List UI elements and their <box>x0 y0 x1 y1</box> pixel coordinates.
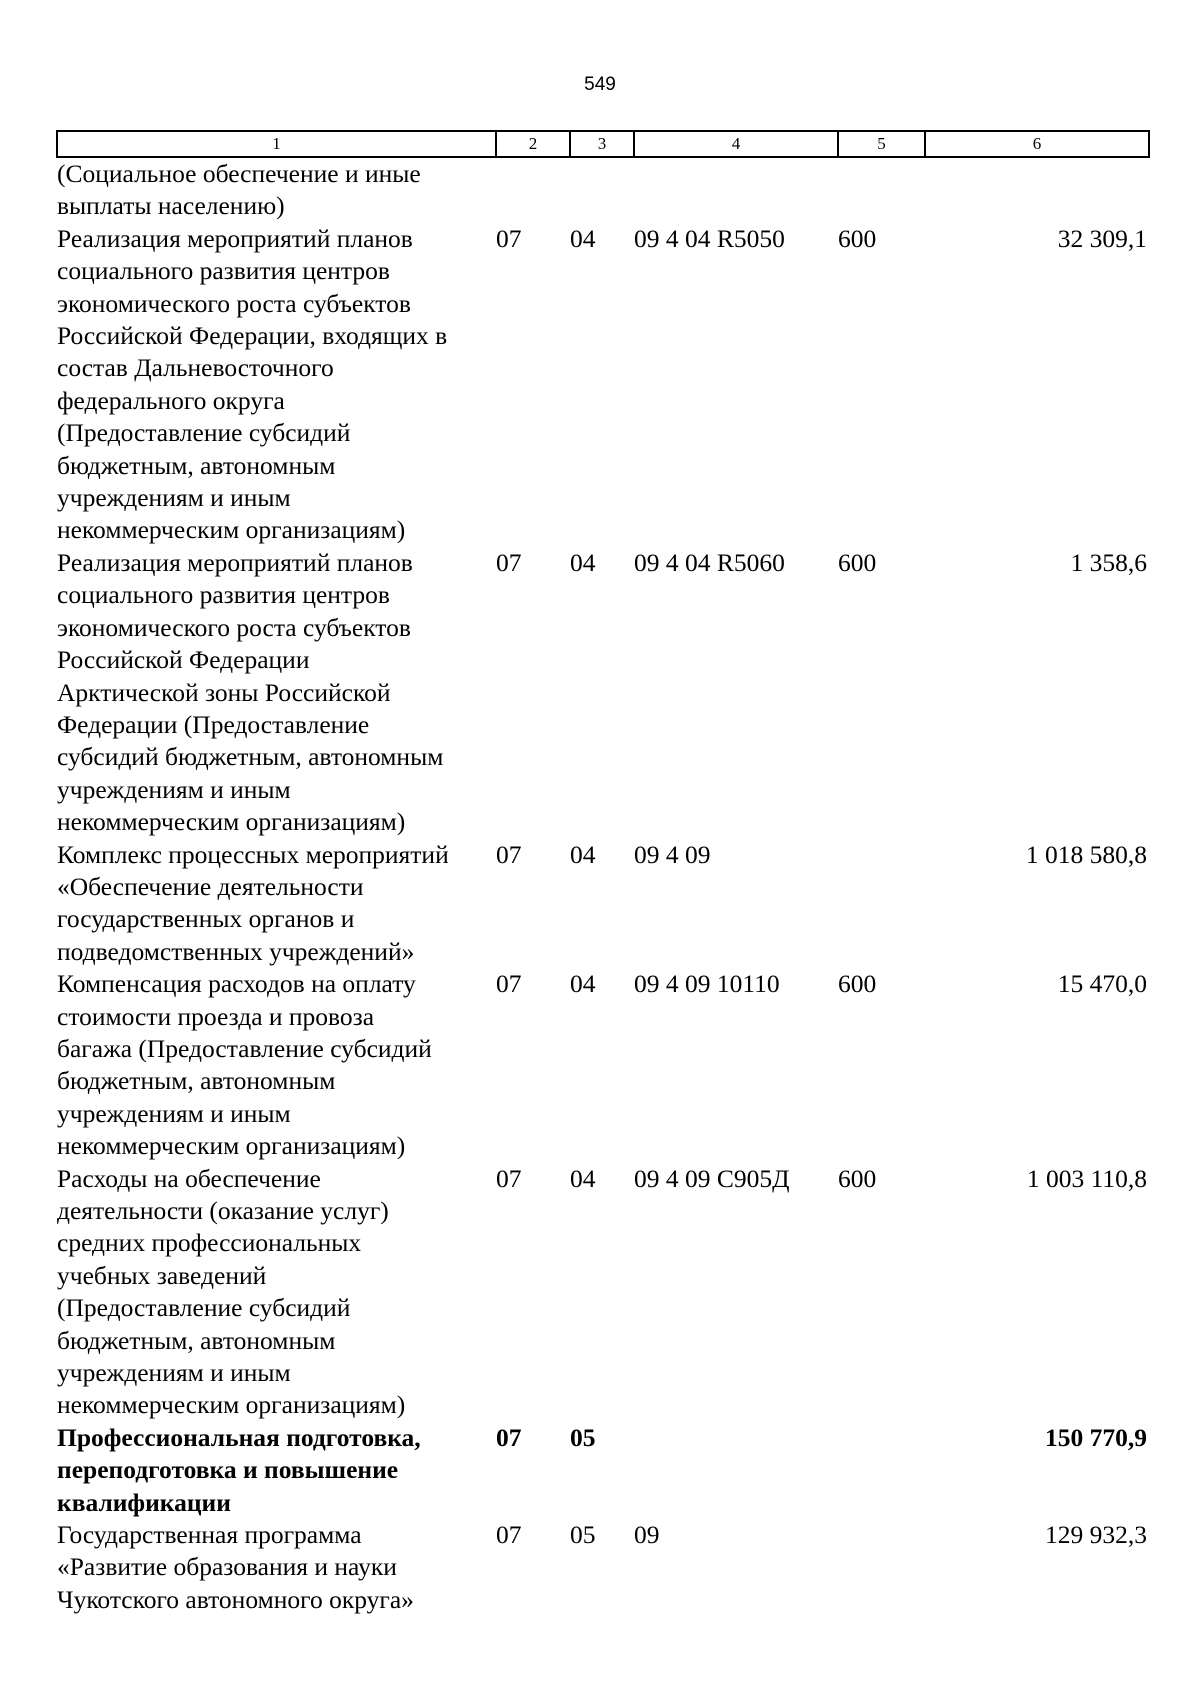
row-name-line: Реализация мероприятий планов <box>57 223 413 253</box>
row-section <box>496 157 570 223</box>
row-name-line: бюджетным, автономным <box>57 450 336 480</box>
table-row <box>57 547 1149 839</box>
row-target-code <box>634 157 838 223</box>
row-name-line: социального развития центров <box>57 256 390 286</box>
row-name-line: учреждениям и иным <box>57 1358 291 1388</box>
row-expense-kind <box>838 1519 925 1616</box>
table-row <box>57 1163 1149 1422</box>
row-subsection: 04 <box>570 1163 596 1193</box>
row-name-line: «Развитие образования и науки <box>57 1552 397 1582</box>
row-subsection: 04 <box>570 969 596 999</box>
row-target-code: 09 <box>634 1520 660 1550</box>
row-subsection: 04 <box>570 223 596 253</box>
row-target-code: 09 4 09 С905Д <box>634 1163 790 1193</box>
header-col-5: 5 <box>838 131 925 157</box>
row-name-line: стоимости проезда и провоза <box>57 1001 375 1031</box>
row-amount: 129 932,3 <box>1045 1520 1147 1550</box>
row-name <box>57 839 496 969</box>
row-section: 07 <box>496 969 522 999</box>
row-name <box>57 968 496 1162</box>
header-col-3: 3 <box>570 131 634 157</box>
row-name-line: Чукотского автономного округа» <box>57 1584 414 1614</box>
row-name-line: учреждениям и иным <box>57 774 291 804</box>
row-amount: 15 470,0 <box>1057 969 1147 999</box>
row-name-line: экономического роста субъектов <box>57 612 411 642</box>
row-expense-kind: 600 <box>838 547 877 577</box>
row-name-line: квалификации <box>57 1487 231 1517</box>
row-expense-kind <box>838 1422 925 1519</box>
row-name-line: деятельности (оказание услуг) <box>57 1196 389 1225</box>
row-amount: 1 003 110,8 <box>1026 1163 1147 1193</box>
row-expense-kind <box>838 839 925 969</box>
table-body <box>57 157 1149 1616</box>
budget-table <box>56 130 1150 1616</box>
row-target-code: 09 4 04 R5050 <box>634 223 785 253</box>
header-col-4: 4 <box>634 131 838 157</box>
row-name <box>57 1519 496 1616</box>
row-name-line: некоммерческим организациям) <box>57 1390 406 1420</box>
row-subsection: 05 <box>570 1520 596 1550</box>
row-section: 07 <box>496 223 522 253</box>
row-target-code: 09 4 04 R5060 <box>634 547 785 577</box>
header-col-1: 1 <box>57 131 496 157</box>
row-name-line: бюджетным, автономным <box>57 1325 336 1355</box>
row-name-line: переподготовка и повышение <box>57 1455 399 1485</box>
row-target-code <box>634 1422 838 1519</box>
row-name-line: учреждениям и иным <box>57 483 291 513</box>
row-name-line: багажа (Предоставление субсидий <box>57 1033 432 1063</box>
row-name-line: (Предоставление субсидий <box>57 418 351 448</box>
row-amount <box>925 157 1149 223</box>
row-name <box>57 1422 496 1519</box>
row-expense-kind: 600 <box>838 223 877 253</box>
row-name-line: Расходы на обеспечение <box>57 1163 321 1193</box>
row-section: 07 <box>496 547 522 577</box>
row-name-line: социального развития центров <box>57 580 390 610</box>
row-subsection: 04 <box>570 547 596 577</box>
row-name-line: Российской Федерации <box>57 645 310 675</box>
row-amount: 1 358,6 <box>1070 547 1147 577</box>
row-name <box>57 157 496 223</box>
row-expense-kind: 600 <box>838 969 877 999</box>
row-name-line: Арктической зоны Российской <box>57 677 391 707</box>
row-name <box>57 223 496 547</box>
table-row <box>57 1519 1149 1616</box>
row-expense-kind <box>838 157 925 223</box>
row-name-line: некоммерческим организациям) <box>57 515 406 545</box>
row-section: 07 <box>496 1163 522 1193</box>
page-number: 549 <box>584 74 616 95</box>
row-name-line: учебных заведений <box>57 1260 267 1290</box>
table-row <box>57 223 1149 547</box>
table-row <box>57 157 1149 223</box>
row-name-line: Компенсация расходов на оплату <box>57 969 416 999</box>
row-target-code: 09 4 09 10110 <box>634 969 780 999</box>
table-row <box>57 1422 1149 1519</box>
row-name <box>57 1163 496 1422</box>
row-amount: 1 018 580,8 <box>1025 839 1147 869</box>
row-section: 07 <box>496 1520 522 1550</box>
row-section: 07 <box>496 1422 522 1452</box>
row-section: 07 <box>496 839 522 869</box>
row-name-line: Государственная программа <box>57 1520 362 1550</box>
row-name-line: подведомственных учреждений» <box>57 936 415 966</box>
row-target-code: 09 4 09 <box>634 839 711 869</box>
header-col-2: 2 <box>496 131 570 157</box>
row-subsection <box>570 157 634 223</box>
row-name-line: Российской Федерации, входящих в <box>57 321 448 351</box>
row-name-line: некоммерческим организациям) <box>57 1131 406 1161</box>
row-name-line: Реализация мероприятий планов <box>57 547 413 577</box>
row-name-line: выплаты населению) <box>57 191 285 221</box>
row-expense-kind: 600 <box>838 1163 877 1193</box>
row-name-line: экономического роста субъектов <box>57 288 411 318</box>
row-name-line: Профессиональная подготовка, <box>57 1422 421 1452</box>
row-name-line: Федерации (Предоставление <box>57 709 370 739</box>
row-subsection: 04 <box>570 839 596 869</box>
row-name-line: учреждениям и иным <box>57 1098 291 1128</box>
row-name-line: «Обеспечение деятельности <box>57 871 364 901</box>
row-amount: 150 770,9 <box>1045 1422 1147 1452</box>
row-name-line: (Социальное обеспечение и иные <box>57 159 421 188</box>
row-amount: 32 309,1 <box>1057 223 1147 253</box>
table-row <box>57 839 1149 969</box>
row-name-line: состав Дальневосточного <box>57 353 334 383</box>
row-name-line: средних профессиональных <box>57 1228 362 1258</box>
row-name-line: субсидий бюджетным, автономным <box>57 742 444 772</box>
row-name-line: федерального округа <box>57 385 285 415</box>
row-name-line: государственных органов и <box>57 904 355 934</box>
row-subsection: 05 <box>570 1422 596 1452</box>
row-name <box>57 547 496 839</box>
row-name-line: Комплекс процессных мероприятий <box>57 839 449 869</box>
table-header-row <box>57 131 1149 157</box>
table-row <box>57 968 1149 1162</box>
row-name-line: бюджетным, автономным <box>57 1066 336 1096</box>
row-name-line: (Предоставление субсидий <box>57 1293 351 1323</box>
row-name-line: некоммерческим организациям) <box>57 807 406 837</box>
header-col-6: 6 <box>925 131 1149 157</box>
